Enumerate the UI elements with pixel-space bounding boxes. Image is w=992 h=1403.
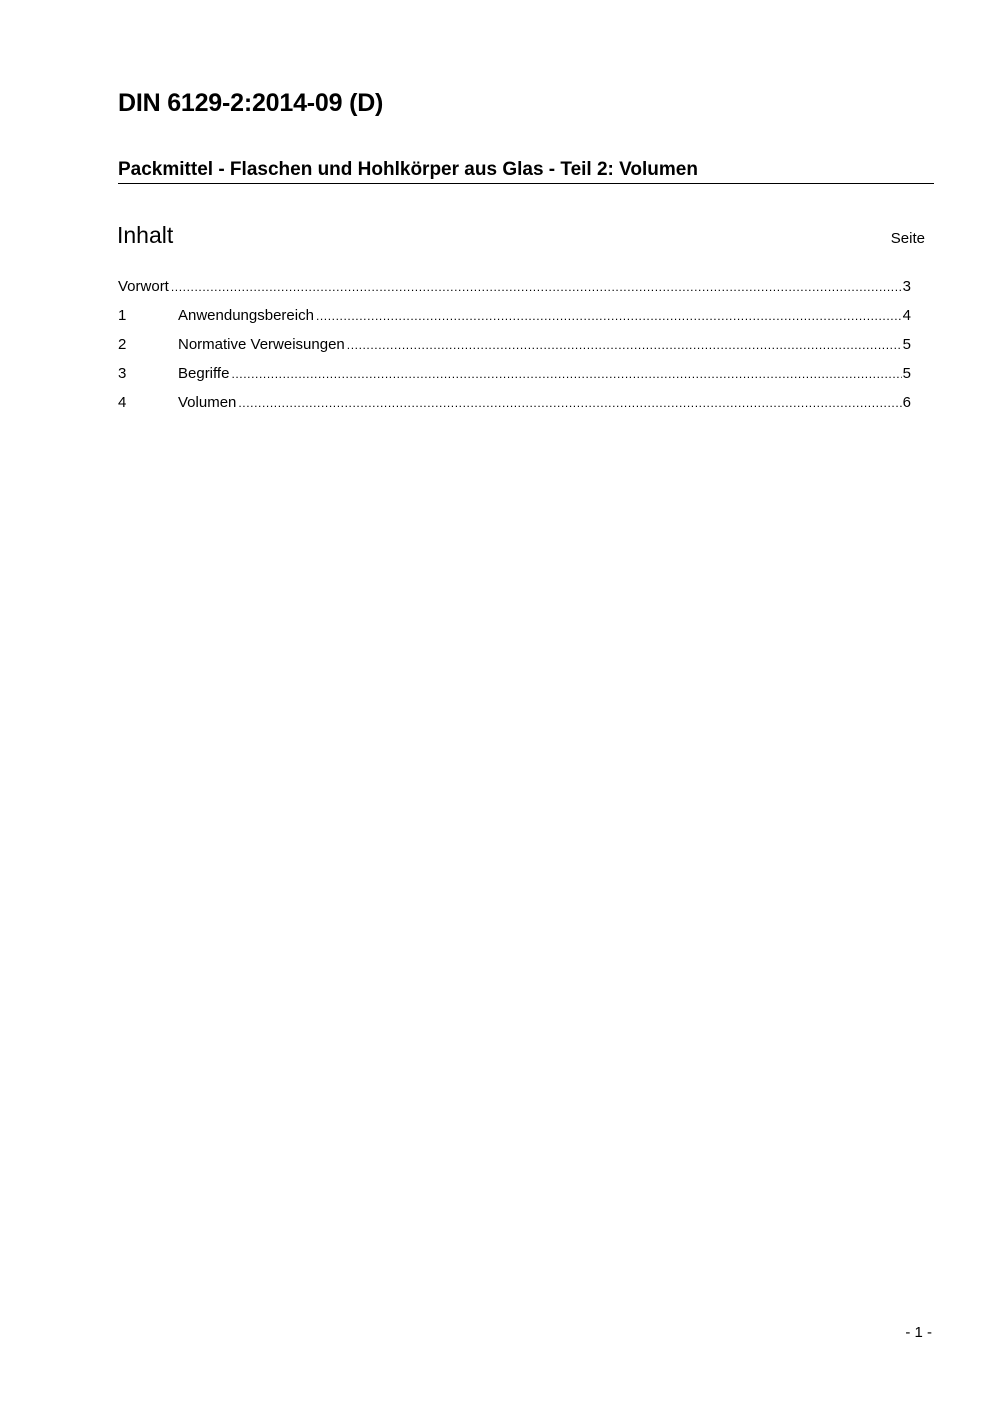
title-divider [118,183,934,184]
toc-dot-leader [316,309,902,323]
toc-entry-label: Vorwort [118,278,169,295]
toc-entry-label: Volumen [178,394,237,411]
toc-dot-leader [171,280,902,294]
page-number: - 1 - [905,1324,932,1341]
toc-dot-leader [231,367,901,381]
toc-entry-anwendungsbereich[interactable] [118,307,911,336]
toc-entry-label: Begriffe [178,365,230,382]
toc-entry-label: Normative Verweisungen [178,336,345,353]
toc-dot-leader [347,338,902,352]
table-of-contents [118,278,911,423]
toc-entry-normative-verweisungen[interactable] [118,336,911,365]
toc-dot-leader [238,396,901,410]
toc-entry-vorwort[interactable] [118,278,911,307]
toc-entry-page: 4 [902,307,911,324]
toc-entry-page: 5 [902,365,911,382]
toc-page-column-heading: Seite [890,230,925,247]
toc-entry-number: 4 [118,394,127,411]
toc-entry-begriffe[interactable] [118,365,911,394]
document-title: DIN 6129-2:2014-09 (D) [118,89,384,117]
toc-entry-page: 6 [902,394,911,411]
toc-entry-page: 5 [902,336,911,353]
toc-entry-number: 2 [118,336,127,353]
toc-entry-volumen[interactable] [118,394,911,423]
document-subtitle: Packmittel - Flaschen und Hohlkörper aus Glas - Teil 2: Volumen [118,159,698,180]
toc-entry-number: 3 [118,365,127,382]
toc-entry-number: 1 [118,307,127,324]
toc-entry-label: Anwendungsbereich [178,307,314,324]
toc-entry-page: 3 [902,278,911,295]
toc-heading: Inhalt [117,222,174,248]
